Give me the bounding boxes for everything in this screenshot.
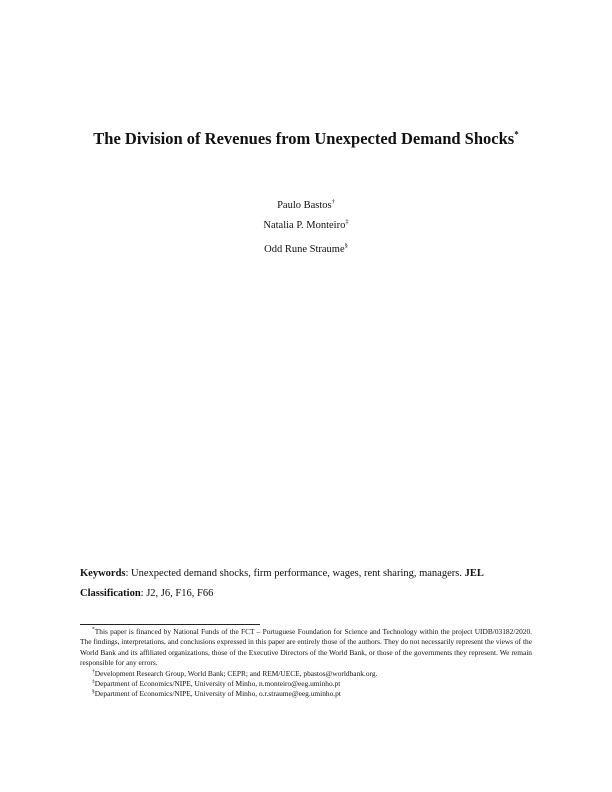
footnote-monteiro: [80, 679, 532, 689]
paper-title-text: The Division of Revenues from Unexpected Demand Shocks: [93, 129, 515, 148]
footnote-text: Department of Economics/NIPE, University of Minho, o.r.straume@eeg.uminho.pt: [94, 689, 341, 699]
title-footnote-mark: *: [514, 129, 519, 140]
footnote-text: This paper is financed by National Funds of the FCT – Portuguese Foundation for Science and Technology within the project UIDB/03182/2020. The findings, interpretations, and conclusions expressed in this paper are entirely those of the authors. They do not necessarily represent the views of the World Bank and its affiliated organizations, those of the Executive Directors of the World Bank, or those of the governments they represent. We remain responsible for any errors.: [80, 627, 532, 668]
author-name: Paulo Bastos: [277, 200, 332, 211]
jel-text: : J2, J6, F16, F66: [140, 588, 214, 599]
author-3: [106, 240, 506, 260]
footnote-rule: [80, 624, 260, 625]
footnote-funding: [80, 627, 532, 669]
footnotes: [80, 627, 532, 700]
keywords-text: : Unexpected demand shocks, firm performance, wages, rent sharing, managers.: [125, 568, 465, 579]
footnote-mark: †: [92, 668, 95, 675]
footnote-mark: *: [92, 626, 95, 633]
keywords-label: Keywords: [80, 568, 126, 579]
author-name: Natalia P. Monteiro: [263, 220, 346, 231]
keywords-section: [80, 564, 532, 604]
paper-title: [70, 124, 542, 154]
jel-label: JEL Classification: [80, 568, 484, 599]
author-name: Odd Rune Straume: [264, 244, 345, 255]
footnote-text: Development Research Group, World Bank; CEPR; and REM/UECE, pbastos@worldbank.org.: [94, 668, 378, 678]
footnote-bastos: [80, 669, 532, 679]
author-mark: §: [344, 242, 348, 250]
footnote-mark: §: [92, 688, 95, 695]
author-mark: ‡: [345, 218, 349, 226]
author-1: [106, 196, 506, 216]
author-mark: †: [331, 198, 335, 206]
footnote-mark: ‡: [92, 678, 95, 685]
author-list: [106, 196, 506, 260]
footnote-straume: [80, 689, 532, 699]
author-2: [106, 216, 506, 236]
footnote-text: Department of Economics/NIPE, University of Minho, n.monteiro@eeg.uminho.pt: [94, 679, 341, 689]
